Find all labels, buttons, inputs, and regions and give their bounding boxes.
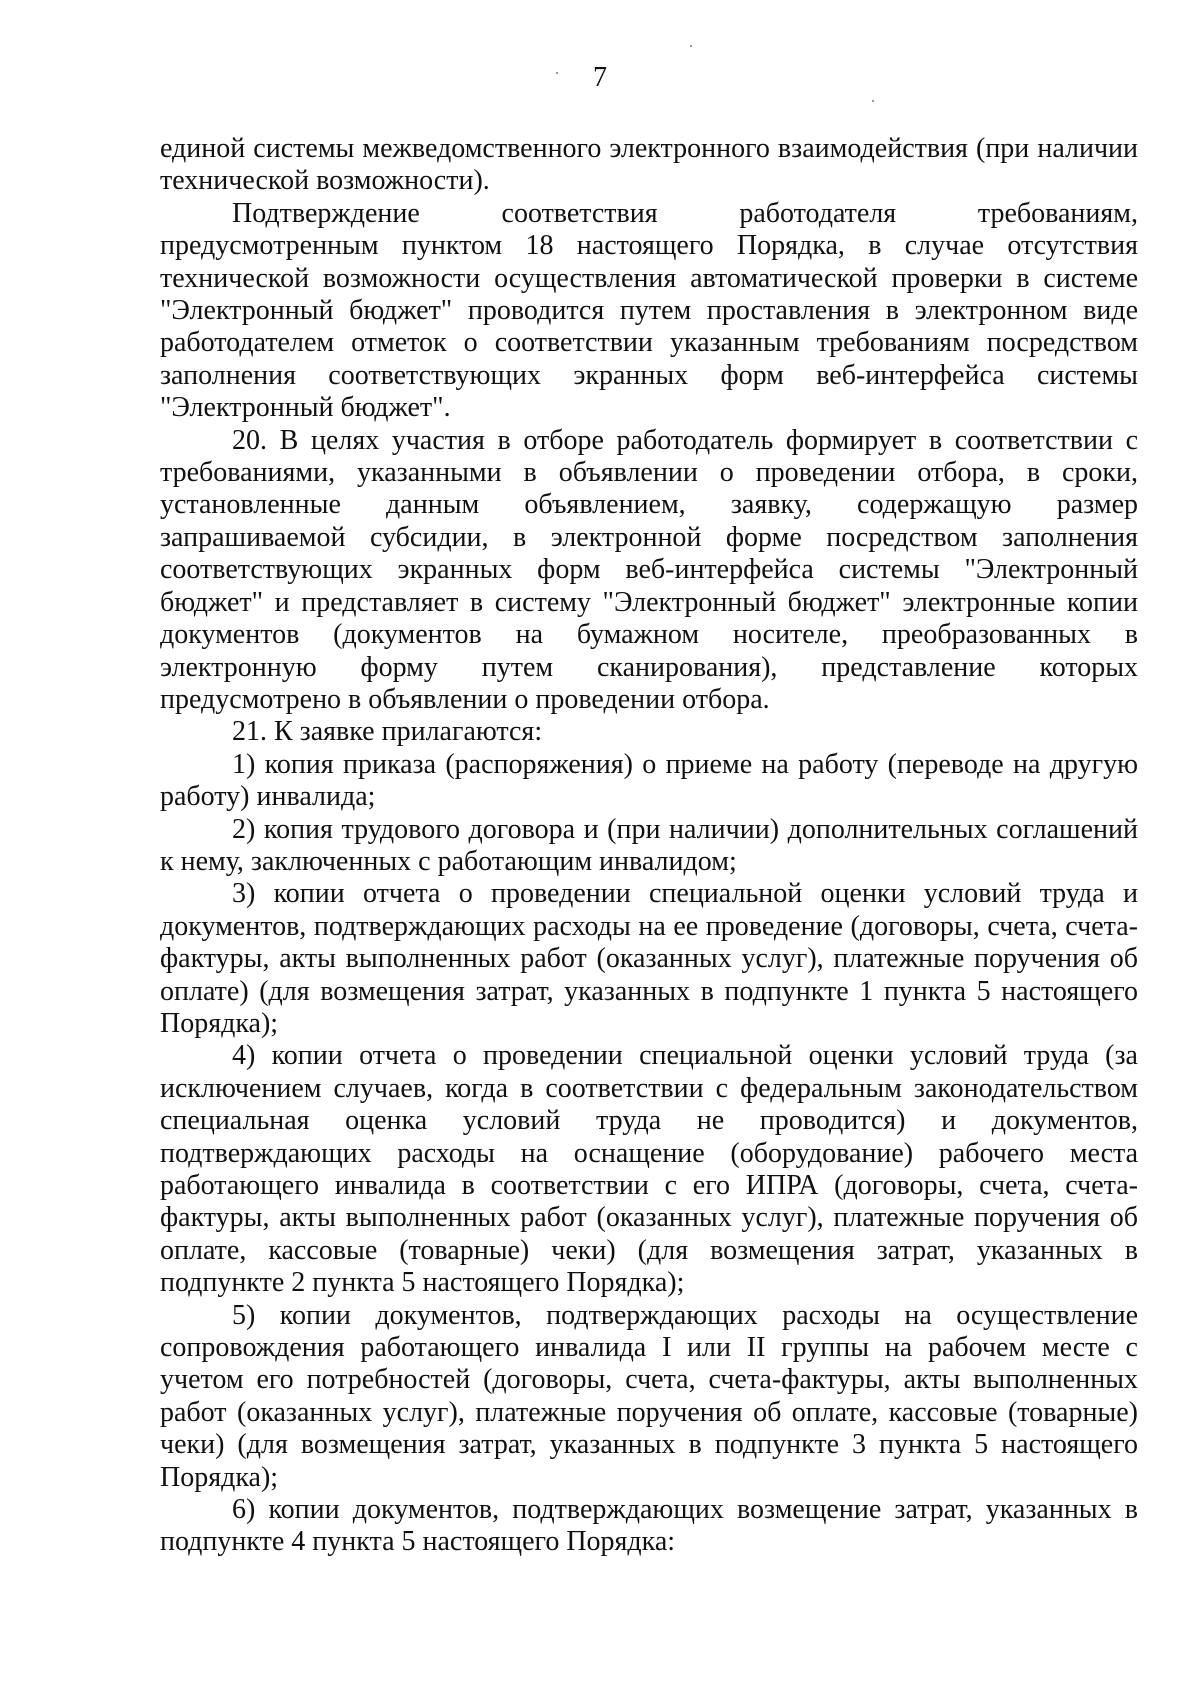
paragraph-item-21: 21. К заявке прилагаются: [232, 716, 543, 748]
list-item-2: 2) копия трудового договора и (при наличии) дополнительных соглашений к нему, заключенных с работающим инвалидом; [160, 813, 1138, 877]
list-item-3: 3) копии отчета о проведении специальной оценки условий труда и документов, подтверждающих расходы на ее проведение (договоры, счета, счета-фактуры, акты выполненных работ (оказанных услуг), платежные поручения об оплате) (для возмещения затрат, указанных в подпункте 1 пункта 5 настоящего Порядка); [160, 878, 1138, 1039]
document-body [160, 133, 1138, 1559]
list-item-5: 5) копии документов, подтверждающих расходы на осуществление сопровождения работающего инвалида I или II группы на рабочем месте с учетом его потребностей (договоры, счета, счета-фактуры, акты выполненных работ (оказанных услуг), платежные поручения об оплате, кассовые (товарные) чеки) (для возмещения затрат, указанных в подпункте 3 пункта 5 настоящего Порядка); [160, 1299, 1138, 1493]
page-number: 7 [593, 62, 607, 93]
scan-speck [690, 45, 692, 47]
list-item-1: 1) копия приказа (распоряжения) о приеме на работу (переводе на другую работу) инвалида; [160, 748, 1138, 813]
list-item-6: 6) копии документов, подтверждающих возмещение затрат, указанных в подпункте 4 пункта 5 настоящего Порядка: [160, 1494, 1138, 1558]
scan-speck [872, 100, 874, 102]
list-item-4: 4) копии отчета о проведении специальной оценки условий труда (за исключением случаев, когда в соответствии с федеральным законодательством специальная оценка условий труда не проводится) и документов, подтверждающих расходы на оснащение (оборудование) рабочего места работающего инвалида в соответствии с его ИПРА (договоры, счета, счета-фактуры, акты выполненных работ (оказанных услуг), платежные поручения об оплате, кассовые (товарные) чеки) (для возмещения затрат, указанных в подпункте 2 пункта 5 настоящего Порядка); [160, 1040, 1138, 1299]
paragraph-continuation: единой системы межведомственного электронного взаимодействия (при наличии технической возможности). [160, 133, 1138, 197]
paragraph-item-20: 20. В целях участия в отборе работодатель формирует в соответствии с требованиями, указанными в объявлении о проведении отбора, в сроки, установленные данным объявлением, заявку, содержащую размер запрашиваемой субсидии, в электронной форме посредством заполнения соответствующих экранных форм веб-интерфейса системы "Электронный бюджет" и представляет в систему "Электронный бюджет" электронные копии документов (документов на бумажном носителе, преобразованных в электронную форму путем сканирования), представление которых предусмотрено в объявлении о проведении отбора. [160, 424, 1138, 715]
paragraph-confirmation: Подтверждение соответствия работодателя требованиям, предусмотренным пунктом 18 настоящего Порядка, в случае отсутствия технической возможности осуществления автоматической проверки в системе "Электронный бюджет" проводится путем проставления в электронном виде работодателем отметок о соответствии указанным требованиям посредством заполнения соответствующих экранных форм веб-интерфейса системы "Электронный бюджет". [160, 197, 1138, 424]
